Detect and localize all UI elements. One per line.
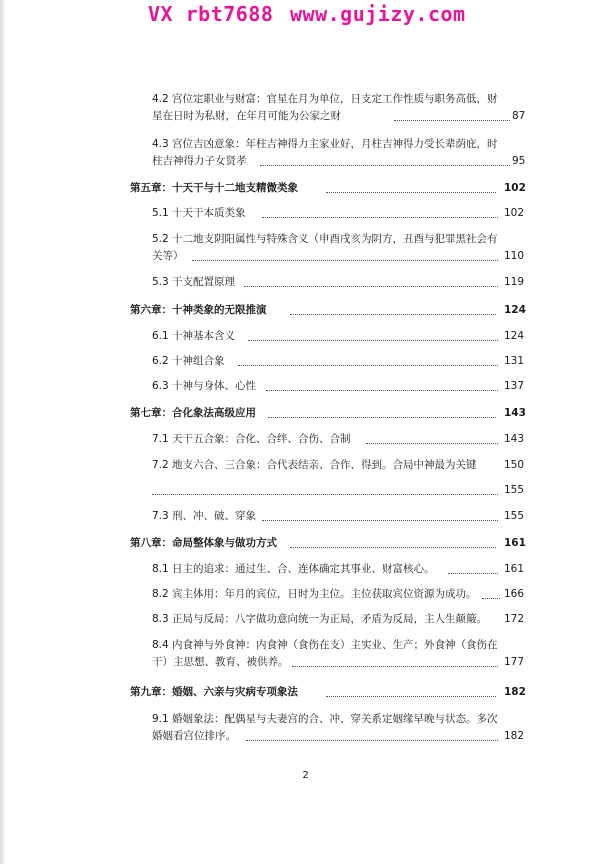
dot-leader (246, 740, 498, 741)
dot-leader (268, 417, 496, 418)
toc-entry-text: 婚姻看宫位排序。 (152, 730, 236, 742)
toc-entry[interactable] (152, 458, 525, 498)
toc-page-number: 150 (504, 459, 525, 471)
toc-entry[interactable] (152, 432, 525, 447)
toc-entry[interactable] (152, 562, 525, 577)
dot-leader (260, 165, 510, 166)
toc-chapter[interactable] (130, 406, 525, 421)
dot-leader (266, 390, 498, 391)
dot-leader (394, 120, 510, 121)
toc-page-number: 87 (512, 110, 526, 122)
toc-page-number: 124 (504, 304, 526, 316)
toc-entry[interactable] (152, 354, 525, 369)
toc-page-number: 155 (504, 510, 525, 522)
toc-page-number: 124 (504, 330, 525, 342)
toc-page-number: 143 (504, 433, 525, 445)
toc-entry[interactable] (152, 712, 525, 744)
toc-page-number: 161 (504, 563, 525, 575)
toc-entry-text: 9.1 婚姻象法：配偶星与夫妻宫的合、冲、穿关系定姻缘早晚与状态。多次 (152, 713, 498, 725)
toc-entry[interactable] (152, 137, 524, 169)
toc-entry-text: 干）主思想、教育、被供养。 (152, 656, 289, 668)
toc-page-number: 131 (504, 355, 525, 367)
toc-entry-text: 6.1 十神基本含义 (152, 330, 236, 342)
toc-chapter-title: 第五章：十天干与十二地支精微类象 (130, 182, 298, 194)
toc-entry-text: 4.3 宫位吉凶意象：年柱吉神得力主家业好，月柱吉神得力受长辈荫庇，时 (152, 138, 498, 150)
dot-leader (262, 217, 498, 218)
toc-entry[interactable] (152, 92, 524, 124)
toc-chapter[interactable] (130, 303, 525, 318)
toc-entry[interactable] (152, 612, 525, 627)
dot-leader (290, 314, 496, 315)
toc-page-number: 137 (504, 380, 525, 392)
dot-leader (290, 547, 496, 548)
toc-chapter[interactable] (130, 536, 525, 551)
toc-entry[interactable] (152, 379, 525, 394)
watermark-contact: VX rbt7688 (148, 2, 274, 26)
toc-entry-text: 8.4 内食神与外食神：内食神（食伤在支）主实业、生产；外食神（食伤在 (152, 639, 498, 651)
toc-chapter-title: 第六章：十神类象的无限推演 (130, 304, 267, 316)
toc-page-number: 110 (504, 250, 525, 262)
toc-chapter[interactable] (130, 181, 525, 196)
toc-page-number: 182 (504, 686, 526, 698)
toc-page-number: 119 (504, 276, 525, 288)
dot-leader (448, 573, 498, 574)
toc-entry-text: 柱吉神得力子女贤孝 (152, 155, 247, 167)
toc-page-number: 166 (504, 588, 525, 600)
toc-chapter[interactable] (130, 685, 525, 700)
dot-leader (326, 192, 496, 193)
dot-leader (238, 365, 498, 366)
toc-entry[interactable] (152, 275, 525, 290)
toc-page-number-continued: 155 (504, 484, 525, 496)
toc-entry-text: 5.3 干支配置原理 (152, 276, 236, 288)
toc-entry-text: 5.1 十天干本质类象 (152, 207, 246, 219)
toc-entry-text: 8.3 正局与反局：八字做功意向统一为正局，矛盾为反局，主人生颠簸。 (152, 613, 488, 625)
dot-leader (262, 520, 498, 521)
toc-entry[interactable] (152, 638, 525, 670)
toc-page-number: 102 (504, 207, 525, 219)
toc-entry-text: 关等） (152, 250, 184, 262)
toc-entry-text: 5.2 十二地支阴阳属性与特殊含义（申酉戌亥为阴方，丑酉与犯罪黑社会有 (152, 233, 498, 245)
toc-page-number: 172 (504, 613, 525, 625)
toc-entry-text: 8.1 日主的追求：通过生、合、连体确定其事业、财富核心。 (152, 563, 435, 575)
toc-page-number: 182 (504, 730, 525, 742)
dot-leader (326, 696, 496, 697)
toc-entry[interactable] (152, 206, 525, 221)
toc-page-number: 102 (504, 182, 526, 194)
toc-entry[interactable] (152, 509, 525, 524)
dot-leader (292, 666, 498, 667)
toc-entry[interactable] (152, 587, 525, 602)
toc-entry[interactable] (152, 232, 525, 264)
toc-entry-text: 星在日时为私财，在年月可能为公家之财 (152, 110, 341, 122)
dot-leader (152, 494, 498, 495)
toc-chapter-title: 第七章：合化象法高级应用 (130, 407, 256, 419)
toc-chapter-title: 第八章：命局整体象与做功方式 (130, 537, 277, 549)
watermark-website: www.gujizy.com (290, 2, 466, 26)
toc-chapter-title: 第九章：婚姻、六亲与灾病专项象法 (130, 686, 298, 698)
dot-leader (248, 340, 498, 341)
dot-leader (192, 260, 498, 261)
toc-page-number: 161 (504, 537, 526, 549)
dot-leader (366, 443, 498, 444)
dot-leader (244, 286, 498, 287)
page-number: 2 (302, 770, 309, 781)
toc-entry-text: 6.2 十神组合象 (152, 355, 225, 367)
toc-entry[interactable] (152, 329, 525, 344)
toc-page-number: 95 (512, 155, 526, 167)
toc-entry-text: 8.2 宾主体用：年月的宾位，日时为主位。主位获取宾位资源为成功。 (152, 588, 477, 600)
toc-entry-text: 7.1 天干五合象：合化、合绊、合伤、合制 (152, 433, 351, 445)
toc-entry-text: 4.2 宫位定职业与财富：官星在月为单位，日支定工作性质与职务高低，财 (152, 93, 498, 105)
dot-leader (482, 598, 500, 599)
toc-entry-text: 6.3 十神与身体、心性 (152, 380, 257, 392)
toc-entry-text: 7.2 地支六合、三合象：合代表结亲、合作、得到。合局中神最为关键 (152, 459, 477, 471)
toc-page-number: 177 (504, 656, 525, 668)
toc-entry-text: 7.3 刑、冲、破、穿象 (152, 510, 257, 522)
toc-page-number: 143 (504, 407, 526, 419)
